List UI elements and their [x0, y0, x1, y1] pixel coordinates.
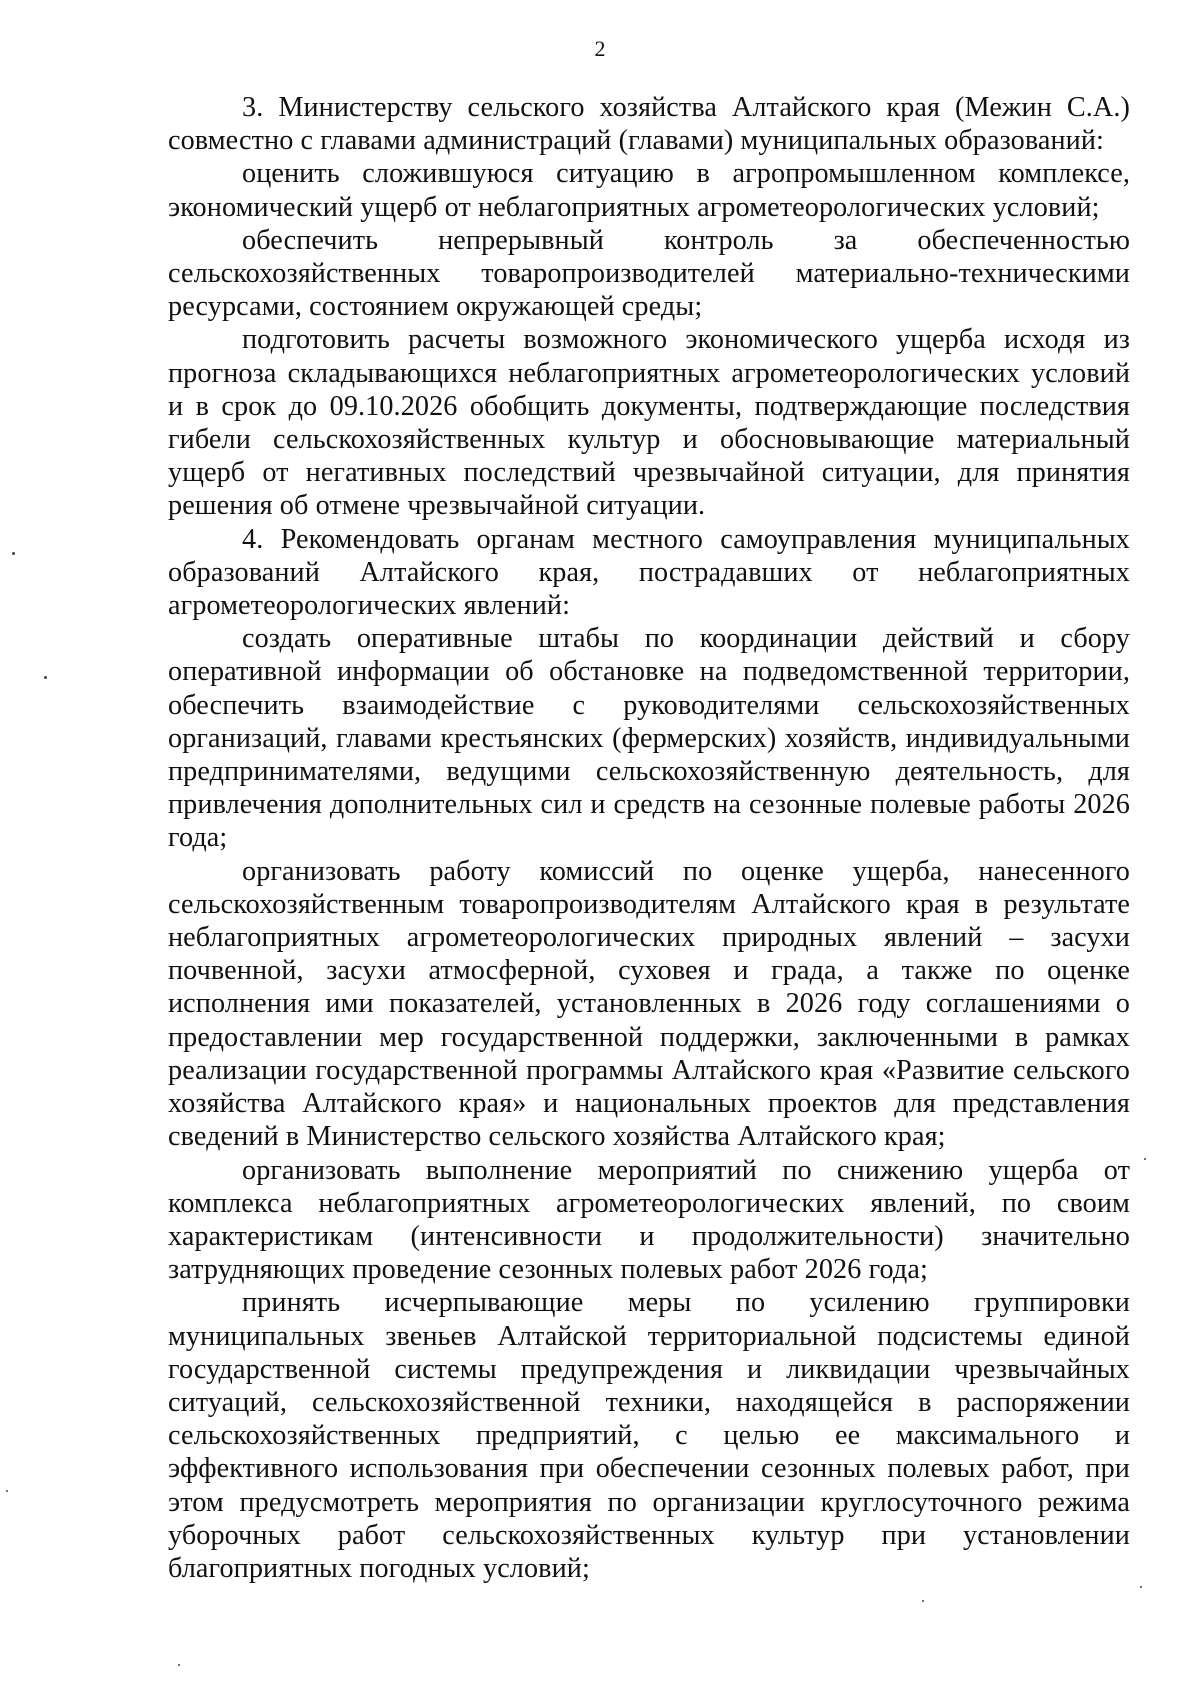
paragraph-item-3: 3. Министерству сельского хозяйства Алтайского края (Межин С.А.) совместно с главами администраций (главами) муниципальных образований: [168, 92, 1130, 157]
paragraph-item-4: 4. Рекомендовать органам местного самоуправления муниципальных образований Алтайского края, пострадавших от неблагоприятных агрометеорологических явлений: [168, 523, 1130, 622]
paragraph-ensure-control: обеспечить непрерывный контроль за обеспеченностью сельскохозяйственных товаропроизводителей материально-техническими ресурсами, состоянием окружающей среды; [168, 224, 1130, 323]
scan-speck [6, 1490, 8, 1492]
paragraph-assess-situation: оценить сложившуюся ситуацию в агропромышленном комплексе, экономический ущерб от неблагоприятных агрометеорологических условий; [168, 158, 1130, 223]
paragraph-prepare-calculations: подготовить расчеты возможного экономического ущерба исходя из прогноза складывающихся неблагоприятных агрометеорологических условий и в срок до 09.10.2026 обобщить документы, подтверждающие последствия гибели сельскохозяйственных культур и обосновывающие материальный ущерб от негативных последствий чрезвычайной ситуации, для принятия решения об отмене чрезвычайной ситуации. [168, 324, 1130, 522]
scan-speck [12, 552, 15, 555]
paragraph-organize-commissions: организовать работу комиссий по оценке ущерба, нанесенного сельскохозяйственным товаропроизводителям Алтайского края в результате неблагоприятных агрометеорологических природных явлений – засухи почвенной, засухи атмосферной, суховея и града, а также по оценке исполнения ими показателей, установленных в 2026 году соглашениями о предоставлении мер государственной поддержки, заключенными в рамках реализации государственной программы Алтайского края «Развитие сельского хозяйства Алтайского края» и национальных проектов для представления сведений в Министерство сельского хозяйства Алтайского края; [168, 855, 1130, 1153]
scan-speck [44, 676, 47, 679]
paragraph-organize-measures: организовать выполнение мероприятий по снижению ущерба от комплекса неблагоприятных агрометеорологических явлений, по своим характеристикам (интенсивности и продолжительности) значительно затрудняющих проведение сезонных полевых работ 2026 года; [168, 1154, 1130, 1286]
scan-speck [178, 1664, 180, 1666]
paragraph-take-measures: принять исчерпывающие меры по усилению группировки муниципальных звеньев Алтайской территориальной подсистемы единой государственной системы предупреждения и ликвидации чрезвычайных ситуаций, сельскохозяйственной техники, находящейся в распоряжении сельскохозяйственных предприятий, с целью ее максимального и эффективного использования при обеспечении сезонных полевых работ, при этом предусмотреть мероприятия по организации круглосуточного режима уборочных работ сельскохозяйственных культур при установлении благоприятных погодных условий; [168, 1287, 1130, 1584]
scan-speck [922, 1600, 924, 1602]
document-body [168, 91, 1130, 1585]
paragraph-create-headquarters: создать оперативные штабы по координации действий и сбору оперативной информации об обстановке на подведомственной территории, обеспечить взаимодействие с руководителями сельскохозяйственных организаций, главами крестьянских (фермерских) хозяйств, индивидуальными предпринимателями, ведущими сельскохозяйственную деятельность, для привлечения дополнительных сил и средств на сезонные полевые работы 2026 года; [168, 623, 1130, 854]
scan-speck [1144, 1158, 1146, 1160]
scan-speck [1140, 1586, 1142, 1588]
page-number: 2 [594, 36, 606, 61]
